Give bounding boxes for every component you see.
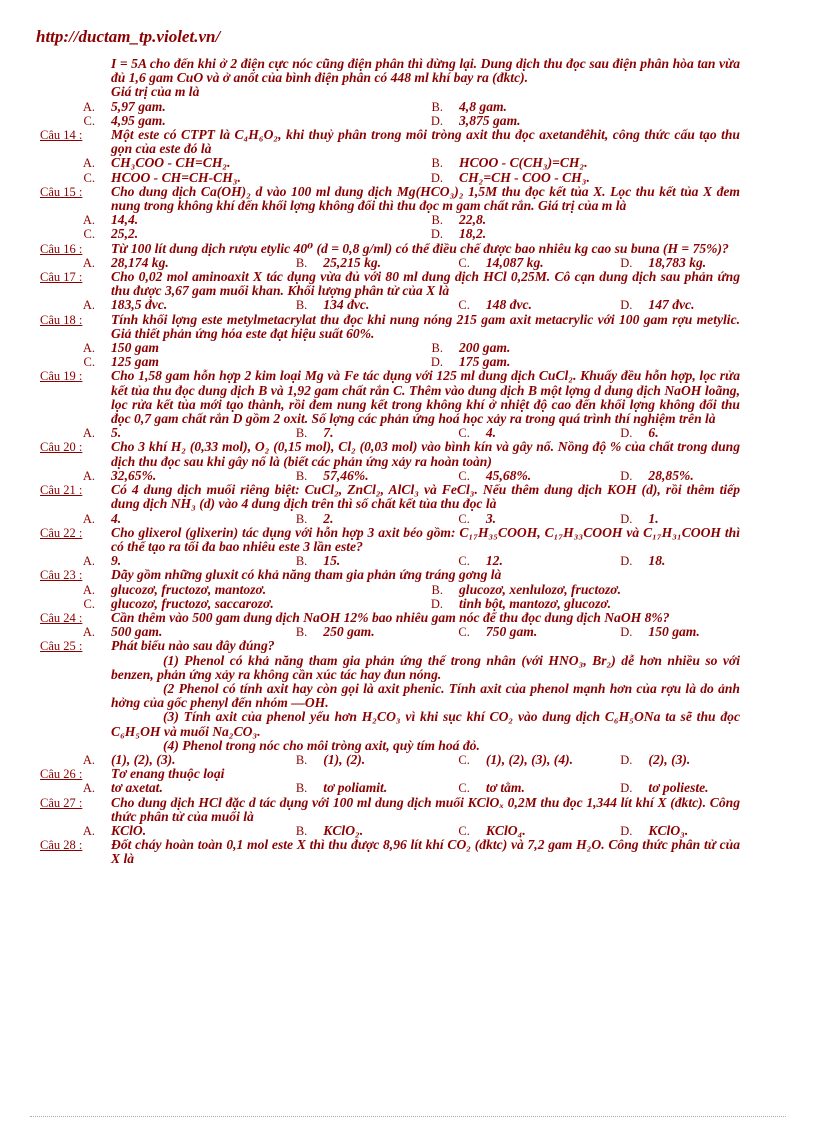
option: A. 500 gam. <box>82 624 163 640</box>
option: B. 4,8 gam. <box>431 98 507 114</box>
exam-page <box>40 57 740 867</box>
option: C. glucozơ, fructozơ, saccarozơ. <box>83 595 274 611</box>
option: D. tinh bột, mantozơ, glucozơ. <box>430 595 612 611</box>
question-text: Dãy gồm những gluxit có khả năng tham gia phản ứng tráng gơng là <box>111 567 502 583</box>
option: D. (2), (3). <box>620 751 691 767</box>
option: C. HCOO - CH=CH-CH₃. <box>83 169 241 185</box>
option: B. 25,215 kg. <box>295 254 382 270</box>
page-border-bottom <box>30 1108 786 1117</box>
option: D. CH₂=CH - COO - CH₃. <box>430 169 590 185</box>
option: C. 12. <box>458 553 503 569</box>
question <box>40 483 740 511</box>
question <box>40 526 740 554</box>
options-row <box>40 753 740 767</box>
option: A. CH₃COO - CH=CH₂. <box>82 155 231 171</box>
options-row <box>40 341 740 355</box>
option: B. 2. <box>295 510 334 526</box>
question-text: Có 4 dung dịch muối riêng biệt: CuCl₂, ZnCl₂, AlCl₃ và FeCl₃. Nếu thêm dung dịch KOH (d), rồi thêm tiếp dung dịch NH₃ (d) vào 4 dung dịch trên thì số chất kết tủa thu đọc là <box>111 482 740 512</box>
statement: (3) Tính axit của phenol yếu hơn H₂CO₃ vì khi sục khí CO₂ vào dung dịch C₆H₅ONa ta sẽ thu đọc C₆H₅OH và muối Na₂CO₃. <box>111 709 740 739</box>
site-url[interactable]: http://ductam_tp.violet.vn/ <box>36 27 221 46</box>
option: C. 148 đvc. <box>458 297 532 313</box>
option: D. 18,2. <box>430 226 487 242</box>
option: A. glucozơ, fructozơ, mantozơ. <box>82 581 267 597</box>
question-label: Câu 21 : <box>40 483 83 498</box>
question-label: Câu 15 : <box>40 184 83 199</box>
question-text: Cho dung dịch HCl đặc d tác dụng với 100 ml dung dịch muối KClOₓ 0,2M thu đọc 1,344 lít khí X (đktc). Công thức phân tử của muối là <box>111 794 740 824</box>
option: A. 150 gam <box>82 340 159 356</box>
statement: (1) Phenol có khả năng tham gia phản ứng thế trong nhân (với HNO₃, Br₂) dễ hơn nhiều so với benzen, phản ứng xảy ra không cần xúc tác hay đun nóng. <box>111 652 740 682</box>
option: B. HCOO - C(CH₃)=CH₂. <box>431 155 588 171</box>
intro-options-row1 <box>40 100 740 114</box>
option: C. 125 gam <box>83 354 159 370</box>
question <box>40 185 740 213</box>
option: B. 57,46%. <box>295 467 369 483</box>
question-label: Câu 23 : <box>40 568 83 583</box>
question <box>40 242 740 256</box>
question-label: Câu 17 : <box>40 270 83 285</box>
question-text: Đốt cháy hoàn toàn 0,1 mol este X thì thu được 8,96 lít khí CO₂ (đktc) và 7,2 gam H₂O. Công thức phân tử của X là <box>111 837 740 867</box>
question <box>40 568 740 582</box>
option: D. 175 gam. <box>430 354 511 370</box>
question-list <box>40 128 740 867</box>
question <box>40 639 740 653</box>
options-row <box>40 171 740 185</box>
question-text: Cho dung dịch Ca(OH)₂ d vào 100 ml dung dịch Mg(HCO₃)₂ 1,5M thu đọc kết tủa X. Lọc thu kết tủa X đem nung trong không khí đến khối lợng không đổi thì thu đọc m gam chất rắn. Giá trị của m là <box>111 183 740 214</box>
question <box>40 440 740 468</box>
option: D. 18. <box>620 553 666 569</box>
options-row <box>40 625 740 639</box>
option: C. (1), (2), (3), (4). <box>458 751 574 767</box>
option: B. 200 gam. <box>431 340 511 356</box>
option: D. 18,783 kg. <box>620 254 707 270</box>
question-label: Câu 22 : <box>40 525 83 540</box>
question <box>40 313 740 341</box>
option: D. 1. <box>620 510 659 526</box>
options-row <box>40 426 740 440</box>
option: B. KClO₂. <box>295 822 364 838</box>
question-text: Một este có CTPT là C₄H₆O₂, khi thuỷ phân trong môi tròng axit thu đọc axetanđêhit, công thức cấu tạo thu gọn của este đó là <box>111 127 740 157</box>
option: A. (1), (2), (3). <box>82 751 176 767</box>
question-label: Câu 24 : <box>40 610 83 625</box>
options-row <box>40 355 740 369</box>
question-label: Câu 18 : <box>40 312 83 327</box>
option: A. KClO. <box>82 822 147 838</box>
intro-text: I = 5A cho đến khi ở 2 điện cực nóc cũng điện phân thì dừng lại. Dung dịch thu đọc sau điện phân hòa tan vừa đủ 1,6 gam CuO và ở anốt của bình điện phân có 448 ml khí bay ra (đktc). <box>111 56 740 86</box>
options-row <box>40 156 740 170</box>
question <box>40 270 740 298</box>
option: C. tơ tằm. <box>458 780 525 796</box>
option: D. KClO₃. <box>620 822 689 838</box>
option: A. 28,174 kg. <box>82 254 169 270</box>
option: A. 32,65%. <box>82 467 157 483</box>
option: B. 134 đvc. <box>295 297 370 313</box>
question <box>40 796 740 824</box>
question-text: Tơ enang thuộc loại <box>111 766 225 782</box>
question-text: Cho 3 khí H₂ (0,33 mol), O₂ (0,15 mol), Cl₂ (0,03 mol) vào bình kín và gây nổ. Nồng độ % của chất trong dung dịch thu đọc sau khi gây nổ là (biết các phản ứng xảy ra hoàn toàn) <box>111 439 740 469</box>
question-text: Cần thêm vào 500 gam dung dịch NaOH 12% bao nhiêu gam nóc để thu đọc dung dịch NaOH 8%? <box>111 609 670 625</box>
option: D. 150 gam. <box>620 624 700 640</box>
option: A. 183,5 đvc. <box>82 297 168 313</box>
option: A. 5. <box>82 425 122 441</box>
option: A. 5,97 gam. <box>82 98 166 114</box>
question-text: Tính khối lợng este metylmetacrylat thu đọc khi nung nóng 215 gam axit metacrylic với 100 gam rợu metylic. Giả thiết phản ứng hóa este đạt hiệu suất 60%. <box>111 311 740 341</box>
option: A. 14,4. <box>82 212 139 228</box>
options-row <box>40 597 740 611</box>
question-label: Câu 19 : <box>40 369 83 384</box>
question-text: Cho 0,02 mol aminoaxit X tác dụng vừa đủ với 80 ml dung dịch HCl 0,25M. Cô cạn dung dịch sau phản ứng thu được 3,67 gam muối khan. Khối lượng phân tử của X là <box>111 269 740 299</box>
option: B. 22,8. <box>431 212 487 228</box>
question <box>40 611 740 625</box>
option: C. 3. <box>458 510 497 526</box>
options-row <box>40 781 740 795</box>
question <box>40 838 740 866</box>
option: D. 3,875 gam. <box>430 112 521 128</box>
option: B. (1), (2). <box>295 751 366 767</box>
options-row <box>40 583 740 597</box>
question-label: Câu 26 : <box>40 767 83 782</box>
question-text: Phát biểu nào sau đây đúng? <box>111 638 275 654</box>
options-row <box>40 256 740 270</box>
question <box>40 128 740 156</box>
question <box>40 369 740 426</box>
options-row <box>40 213 740 227</box>
option: C. 4. <box>458 425 497 441</box>
option: B. 7. <box>295 425 334 441</box>
option: C. 45,68%. <box>458 467 532 483</box>
statement: (4) Phenol trong nóc cho môi tròng axit, quỳ tím hoá đỏ. <box>163 737 480 753</box>
options-row <box>40 554 740 568</box>
option: B. tơ poliamit. <box>295 780 388 796</box>
option: A. 9. <box>82 553 122 569</box>
question <box>40 767 740 781</box>
option: D. tơ polieste. <box>620 780 709 796</box>
question-label: Câu 27 : <box>40 795 83 810</box>
question-label: Câu 16 : <box>40 241 83 256</box>
question-text: Cho glixerol (glixerin) tác dụng với hỗn hợp 3 axit béo gồm: C₁₇H₃₅COOH, C₁₇H₃₃COOH và C₁₇H₃₁COOH thì có thể tạo ra tối đa bao nhiêu este 3 lần este? <box>111 524 740 554</box>
option: D. 6. <box>620 425 659 441</box>
intro-question: Giá trị của m là <box>111 84 200 100</box>
question-label: Câu 14 : <box>40 128 83 143</box>
option: A. tơ axetat. <box>82 780 163 796</box>
option: A. 4. <box>82 510 122 526</box>
statement: (2 Phenol có tính axit hay còn gọi là axit phenic. Tính axit của phenol mạnh hơn của rợu là do ảnh hởng của gốc phenyl đến nhóm —OH. <box>111 680 740 711</box>
intro-options-row2 <box>40 114 740 128</box>
question-label: Câu 25 : <box>40 639 83 654</box>
question-label: Câu 20 : <box>40 440 83 455</box>
option: C. 25,2. <box>83 226 139 242</box>
options-row <box>40 512 740 526</box>
option: B. 250 gam. <box>295 624 375 640</box>
page-border-right <box>804 30 816 1093</box>
options-row <box>40 469 740 483</box>
options-row <box>40 824 740 838</box>
option: C. KClO₄. <box>458 822 526 838</box>
option: D. 28,85%. <box>620 467 694 483</box>
option: C. 750 gam. <box>458 624 538 640</box>
question-label: Câu 28 : <box>40 838 83 853</box>
option: C. 14,087 kg. <box>458 254 544 270</box>
option: C. 4,95 gam. <box>83 112 166 128</box>
option: B. glucozơ, xenlulozơ, fructozơ. <box>431 581 621 597</box>
option: D. 147 đvc. <box>620 297 695 313</box>
intro-block <box>40 57 740 85</box>
option: B. 15. <box>295 553 341 569</box>
question-text: Từ 100 lít dung dịch rượu etylic 40⁰ (d = 0,8 g/ml) có thể điều chế được bao nhiêu kg cao su buna (H = 75%)? <box>111 240 729 256</box>
options-row <box>40 298 740 312</box>
question-text: Cho 1,58 gam hỗn hợp 2 kim loại Mg và Fe tác dụng với 125 ml dung dịch CuCl₂. Khuấy đều hỗn hợp, lọc rửa kết tủa thu đọc dung dịch B và 1,92 gam chất rắn C. Thêm vào dung dịch B một lợng d dung dịch NaOH loãng, lọc rửa kết tủa mới tạo thành, rồi đem nung kết trong không khí ở nhiệt độ cao đến khối lợng không đổi thu đọc 0,7 gam chất rắn D gồm 2 oxit. Số lợng các phản ứng hoá học xảy ra trong quá trình thí nghiệm trên là <box>111 368 740 427</box>
options-row <box>40 227 740 241</box>
